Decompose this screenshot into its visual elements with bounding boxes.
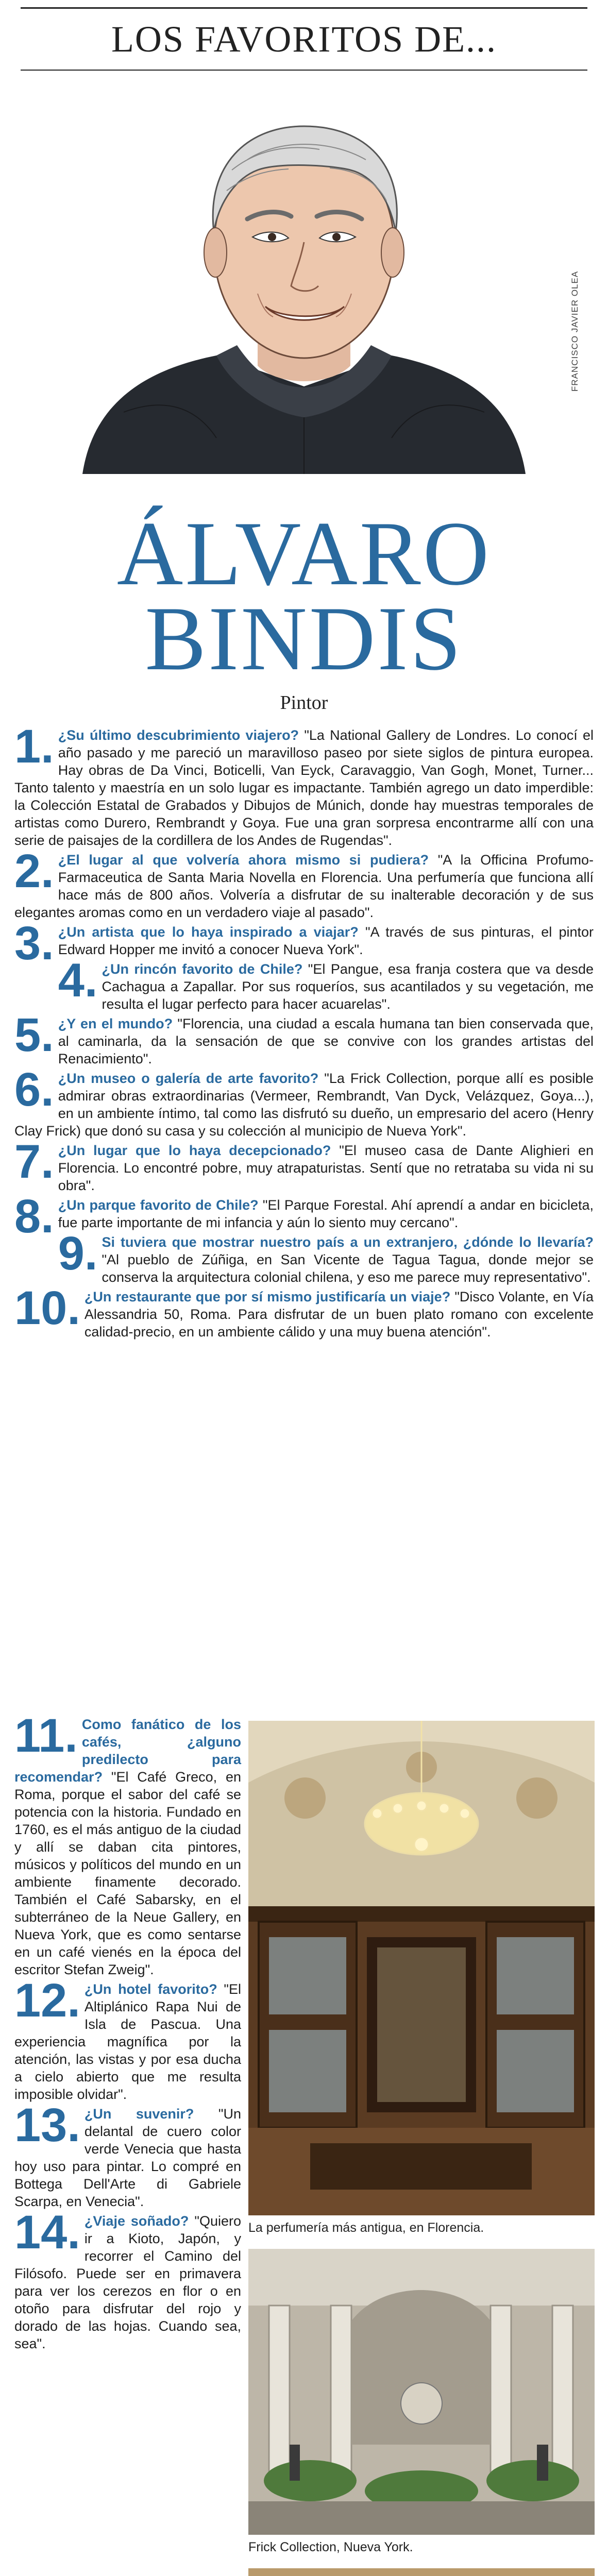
item-answer: "Quiero ir a Kioto, Japón, y recorrer el Camino del Filósofo. Puede ser en primavera para ver los cerezos en flor o en otoño para disfrutar del rojo y dorado de las hojas. Cuando sea, sea".	[14, 2213, 241, 2351]
item-answer: "Al pueblo de Zúñiga, en San Vicente de Tagua Tagua, donde mejor se conserva la arquitectura colonial chilena, y eso me parece muy representativo".	[102, 1252, 594, 1285]
item-number: 14.	[14, 2206, 80, 2259]
interview-full-width	[14, 720, 594, 1343]
interview-item	[14, 1974, 241, 2103]
item-question: ¿Un museo o galería de arte favorito?	[58, 1071, 319, 1086]
item-question: ¿Un hotel favorito?	[84, 1981, 217, 1997]
item-question: ¿Un suvenir?	[84, 2106, 194, 2122]
item-answer: "Un delantal de cuero color verde Venecia que hasta hoy uso para pintar. Lo compré en Bottega Dell'Arte di Gabriele Scarpa, en Venecia".	[14, 2106, 241, 2209]
item-number: 5.	[14, 1009, 54, 1061]
interview-item	[14, 1282, 594, 1341]
item-question: ¿Un artista que lo haya inspirado a viajar?	[58, 924, 359, 940]
item-question: ¿Un restaurante que por sí mismo justificaría un viaje?	[84, 1289, 451, 1304]
item-question: ¿Viaje soñado?	[84, 2213, 189, 2229]
photo-cafe-greco	[248, 2568, 595, 2576]
item-question: ¿Un lugar que lo haya decepcionado?	[58, 1143, 331, 1158]
interview-item	[14, 1136, 594, 1194]
item-answer: "Florencia, una ciudad a escala humana tan bien conservada que, al caminarla, da la sensación de que se convive con los grandes artistas del Renacimiento".	[58, 1016, 594, 1066]
photo-frick-collection	[248, 2249, 595, 2535]
interview-item	[14, 954, 594, 1013]
item-number: 6.	[14, 1063, 54, 1116]
item-answer: "A través de sus pinturas, el pintor Edward Hopper me invitó a conocer Nueva York".	[58, 924, 594, 957]
interview-item	[14, 2206, 241, 2352]
item-question: Como fanático de los cafés, ¿alguno predilecto para recomendar?	[14, 1717, 241, 1785]
item-answer: "El Café Greco, en Roma, porque el sabor del café se potencia con la historia. Fundado en 1760, es el más antiguo de la ciudad y allí se daban cita pintores, músicos y políticos del mundo en un ambiente finamente decorado. También el Café Sabarsky, en el subterráneo de la Neue Gallery, en Nueva York, que es como sentarse en un café vienés en la época del escritor Stefan Zweig".	[14, 1769, 241, 1977]
caption-photo-2: Frick Collection, Nueva York.	[248, 2540, 413, 2554]
item-question: ¿Y en el mundo?	[58, 1016, 173, 1031]
item-question: ¿Su último descubrimiento viajero?	[58, 727, 299, 743]
interview-item	[14, 1063, 594, 1140]
item-number: 9.	[58, 1227, 98, 1280]
item-question: ¿El lugar al que volvería ahora mismo si pudiera?	[58, 852, 429, 868]
item-answer: "El Pangue, esa franja costera que va desde Cachagua a Zapallar. Por sus roqueríos, sus acantilados y su vegetación, me resulta el lugar perfecto para hacer acuarelas".	[102, 961, 594, 1012]
person-last-name: BINDIS	[145, 587, 463, 689]
item-number: 8.	[14, 1190, 54, 1243]
interview-item	[14, 1709, 241, 1978]
section-title: LOS FAVORITOS DE...	[111, 19, 497, 60]
item-number: 7.	[14, 1136, 54, 1188]
item-question: Si tuviera que mostrar nuestro país a un extranjero, ¿dónde lo llevaría?	[102, 1234, 594, 1250]
item-number: 13.	[14, 2099, 80, 2151]
item-number: 10.	[14, 1282, 80, 1334]
interview-item	[14, 1009, 594, 1067]
caption-photo-1: La perfumería más antigua, en Florencia.	[248, 2221, 484, 2235]
item-answer: "El Parque Forestal. Ahí aprendí a andar en bicicleta, fue parte importante de mi infancia y aún lo siento muy cercano".	[58, 1197, 594, 1230]
item-answer: "A la Officina Profumo-Farmaceutica de Santa Maria Novella en Florencia. Una perfumería que funciona allí hace más de 800 años. Volvería a disfrutar de su inalterable decoración y de sus elegantes aromas como en un verdadero viaje al pasado".	[14, 852, 594, 920]
item-answer: "El museo casa de Dante Alighieri en Florencia. Lo encontré pobre, muy atrapaturistas. Sentí que no retrataba su vida ni su obra".	[58, 1143, 594, 1193]
person-first-name: ÁLVARO	[116, 502, 492, 604]
item-question: ¿Un rincón favorito de Chile?	[102, 961, 303, 977]
item-number: 1.	[14, 720, 54, 773]
interview-narrow-column	[14, 1709, 241, 2354]
item-number: 4.	[58, 954, 98, 1007]
item-question: ¿Un parque favorito de Chile?	[58, 1197, 259, 1213]
item-number: 3.	[14, 917, 54, 970]
item-answer: "Disco Volante, en Vía Alessandria 50, Roma. Para disfrutar de un buen plato romano con excelente calidad-precio, en un ambiente cálido y una muy buena atención".	[84, 1289, 594, 1340]
interview-item	[14, 2099, 241, 2210]
interview-item	[14, 720, 594, 849]
item-number: 12.	[14, 1974, 80, 2027]
photo-perfumery	[248, 1721, 595, 2215]
item-number: 2.	[14, 845, 54, 897]
item-answer: "La National Gallery de Londres. Lo conocí el año pasado y me pareció un maravilloso paseo por siete siglos de pintura europea. Hay obras de Da Vinci, Boticelli, Van Eyck, Caravaggio, Van Gogh, Monet, Turner... Tanto talento y maestría en un solo lugar es impactante. También agrego un dato imperdible: la Colección Estatal de Grabados y Dibujos de Múnich, donde hay muestras temporales de artistas como Durero, Rembrandt y Goya. Fue una gran sorpresa encontrarme allí con una serie de paisajes de la cordillera de los Andes de Rugendas".	[14, 727, 594, 848]
portrait-credit: FRANCISCO JAVIER OLEA	[570, 270, 580, 392]
item-answer: "La Frick Collection, porque allí es posible admirar obras extraordinarias (Vermeer, Rembrandt, Van Dyck, Velázquez, Goya...), en un ambiente íntimo, tal como las disfrutó su dueño, un empresario del acero (Henry Clay Frick) que donó su casa y su colección al municipio de Nueva York".	[14, 1071, 594, 1139]
person-role: Pintor	[280, 692, 328, 714]
item-number: 11.	[14, 1709, 78, 1762]
interview-item	[14, 845, 594, 921]
item-answer: "El Altiplánico Rapa Nui de Isla de Pascua. Una experiencia magnífica por la atención, las vistas y por esa ducha a cielo abierto que me resulta imposible olvidar".	[14, 1981, 241, 2102]
interview-item	[14, 1227, 594, 1286]
section-header	[21, 7, 587, 71]
portrait-illustration	[62, 77, 546, 474]
